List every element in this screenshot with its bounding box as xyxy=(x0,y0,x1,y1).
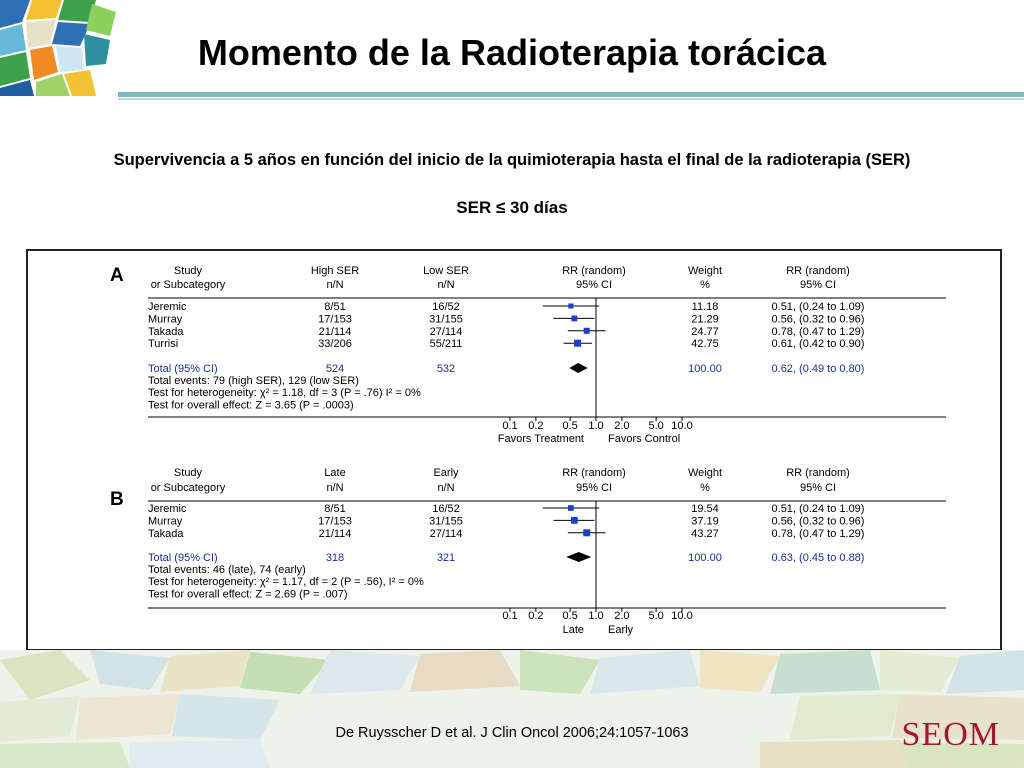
panel-b-letter: B xyxy=(110,489,124,510)
panel-b-tick-label-3: 1.0 xyxy=(588,610,604,622)
panel-b-favors-left: Late xyxy=(562,624,584,636)
panel-a-study-turrisi-ci-text: 0.61, (0.42 to 0.90) xyxy=(771,338,865,351)
panel-a-header-group1-sub: n/N xyxy=(326,279,344,291)
panel-b-study-takada-group2: 27/114 xyxy=(429,527,463,540)
panel-b-header-plot: RR (random) xyxy=(562,467,626,479)
panel-a-header-group2-sub: n/N xyxy=(437,279,455,291)
panel-b-note-1: Total events: 46 (late), 74 (early) xyxy=(148,564,306,576)
panel-a-header-group1: High SER xyxy=(310,265,360,277)
panel-a-study-murray-name: Murray xyxy=(148,313,183,326)
panel-b-study-murray-weight: 37.19 xyxy=(691,515,719,528)
panel-a-total-label: Total (95% CI) xyxy=(148,363,218,375)
panel-b-study-jeremic-ci-text: 0.51, (0.24 to 1.09) xyxy=(771,503,865,515)
panel-a-header-study: Study xyxy=(173,265,203,277)
panel-b-study-jeremic-weight: 19.54 xyxy=(691,503,719,515)
panel-a-study-turrisi-weight: 42.75 xyxy=(691,338,719,351)
panel-a-study-takada-group1: 21/114 xyxy=(318,325,352,338)
panel-b-tick-label-6: 10.0 xyxy=(671,610,693,622)
panel-a-study-jeremic-point xyxy=(568,303,573,308)
forest-plot-svg xyxy=(28,251,1000,649)
panel-b-header-rr-sub: 95% CI xyxy=(799,482,837,494)
panel-b-study-jeremic-point xyxy=(568,505,574,511)
panel-b-header-group2: Early xyxy=(433,467,459,479)
panel-a-header-group2: Low SER xyxy=(423,265,469,277)
panel-a-study-jeremic-name: Jeremic xyxy=(148,301,187,313)
panel-a-note-3: Test for overall effect: Z = 3.65 (P = .0003) xyxy=(148,399,354,412)
title-rule xyxy=(118,92,1024,97)
panel-a-total-diamond xyxy=(569,363,587,373)
panel-a-favors-left: Favors Treatment xyxy=(497,433,584,445)
panel-a-tick-label-1: 0.2 xyxy=(528,420,544,432)
panel-b-study-murray-name: Murray xyxy=(148,515,183,528)
panel-b-study-jeremic-group1: 8/51 xyxy=(324,503,346,515)
panel-b-header-study-sub: or Subcategory xyxy=(150,482,226,494)
panel-b-study-takada-ci-text: 0.78, (0.47 to 1.29) xyxy=(771,527,865,540)
panel-a-study-takada-weight: 24.77 xyxy=(691,325,719,338)
panel-a-header-weight-sub: % xyxy=(700,279,710,291)
panel-a-study-jeremic-weight: 11.18 xyxy=(691,301,719,313)
panel-a-study-jeremic-group2: 16/52 xyxy=(432,301,460,313)
panel-a-note-2: Test for heterogeneity: χ² = 1.18, df = 3 (P = .76) I² = 0% xyxy=(148,387,421,400)
panel-b-study-takada-point xyxy=(583,529,590,536)
panel-a-total-weight: 100.00 xyxy=(688,363,722,375)
panel-a-study-takada-point xyxy=(584,328,590,334)
panel-a-study-jeremic-group1: 8/51 xyxy=(324,301,346,313)
panel-a-header-plot: RR (random) xyxy=(562,265,626,277)
title-rule-secondary xyxy=(118,98,1024,100)
panel-a-tick-label-5: 5.0 xyxy=(648,420,664,432)
panel-b-study-murray-group1: 17/153 xyxy=(318,515,352,528)
panel-a-header-rr: RR (random) xyxy=(786,265,850,277)
panel-b-note-2: Test for heterogeneity: χ² = 1.17, df = 2 (P = .56), I² = 0% xyxy=(148,576,424,589)
mosaic-bottom-decoration xyxy=(0,650,1024,768)
panel-a-study-murray-group2: 31/155 xyxy=(429,313,463,326)
slide-subtitle: Supervivencia a 5 años en función del inicio de la quimioterapia hasta el final de la radioterapia (SER) xyxy=(113,151,911,169)
panel-b-study-jeremic-group2: 16/52 xyxy=(432,503,460,515)
panel-a-header-weight: Weight xyxy=(687,265,723,277)
panel-a-tick-label-0: 0.1 xyxy=(502,420,518,432)
panel-b-tick-label-1: 0.2 xyxy=(528,610,544,622)
panel-a-tick-label-4: 2.0 xyxy=(614,420,630,432)
panel-b-tick-label-4: 2.0 xyxy=(614,610,630,622)
panel-a-tick-label-3: 1.0 xyxy=(588,420,604,432)
panel-a-total-group2: 532 xyxy=(436,363,456,375)
panel-b-tick-label-5: 5.0 xyxy=(648,610,664,622)
panel-b-study-takada-weight: 43.27 xyxy=(691,527,719,540)
panel-a-tick-label-2: 0.5 xyxy=(562,420,578,432)
panel-b-total-diamond xyxy=(566,552,591,562)
panel-b-header-study: Study xyxy=(173,467,203,479)
panel-b-header-weight: Weight xyxy=(687,467,723,479)
panel-b-total-group2: 321 xyxy=(436,552,456,564)
panel-b-note-3: Test for overall effect: Z = 2.69 (P = .007) xyxy=(148,588,348,601)
panel-b-study-murray-group2: 31/155 xyxy=(429,515,463,528)
ser-threshold-label: SER ≤ 30 días xyxy=(456,198,568,217)
panel-a-study-turrisi-group1: 33/206 xyxy=(318,338,352,351)
panel-a-total-group1: 524 xyxy=(325,363,345,375)
panel-a-study-takada-ci-text: 0.78, (0.47 to 1.29) xyxy=(771,325,865,338)
panel-a-note-1: Total events: 79 (high SER), 129 (low SER) xyxy=(148,375,359,387)
panel-b-total-ci-text: 0.63, (0.45 to 0.88) xyxy=(771,552,865,564)
panel-b-study-takada-name: Takada xyxy=(148,527,184,540)
slide-title: Momento de la Radioterapia torácica xyxy=(197,32,827,73)
citation: De Ruysscher D et al. J Clin Oncol 2006;24:1057-1063 xyxy=(335,725,689,741)
panel-a-tick-label-6: 10.0 xyxy=(671,420,693,432)
panel-a-study-murray-point xyxy=(571,315,577,321)
panel-b-tick-label-2: 0.5 xyxy=(562,610,578,622)
panel-b-total-group1: 318 xyxy=(325,552,345,564)
panel-b-total-weight: 100.00 xyxy=(688,552,722,564)
panel-a-study-murray-group1: 17/153 xyxy=(318,313,352,326)
panel-b-header-plot-sub: 95% CI xyxy=(575,482,613,494)
panel-a-study-turrisi-name: Turrisi xyxy=(148,338,179,351)
panel-a-study-takada-name: Takada xyxy=(148,325,184,338)
panel-b-header-weight-sub: % xyxy=(700,482,710,494)
panel-b-total-label: Total (95% CI) xyxy=(148,552,218,564)
panel-a-total-ci-text: 0.62, (0.49 to 0.80) xyxy=(771,363,865,375)
panel-b-study-murray-point xyxy=(571,517,578,524)
panel-b-study-jeremic-name: Jeremic xyxy=(148,503,187,515)
panel-a-header-rr-sub: 95% CI xyxy=(799,279,837,291)
panel-b-study-murray-ci-text: 0.56, (0.32 to 0.96) xyxy=(771,515,865,528)
panel-a-header-study-sub: or Subcategory xyxy=(150,279,226,291)
panel-b-study-takada-group1: 21/114 xyxy=(318,527,352,540)
panel-b-tick-label-0: 0.1 xyxy=(502,610,518,622)
panel-a-study-turrisi-group2: 55/211 xyxy=(429,338,463,351)
panel-a-header-plot-sub: 95% CI xyxy=(575,279,613,291)
forest-plot-figure xyxy=(26,249,1002,651)
panel-a-study-takada-group2: 27/114 xyxy=(429,325,463,338)
panel-b-header-rr: RR (random) xyxy=(786,467,850,479)
panel-a-study-turrisi-point xyxy=(574,340,581,347)
seom-logo: SEOM xyxy=(901,716,1000,753)
panel-a-study-murray-weight: 21.29 xyxy=(691,313,719,326)
panel-b-header-group1-sub: n/N xyxy=(326,482,344,494)
panel-b-header-group2-sub: n/N xyxy=(437,482,455,494)
panel-b-header-group1: Late xyxy=(324,467,346,479)
panel-a-study-murray-ci-text: 0.56, (0.32 to 0.96) xyxy=(771,313,865,326)
panel-b-favors-right: Early xyxy=(608,624,634,636)
panel-a-study-jeremic-ci-text: 0.51, (0.24 to 1.09) xyxy=(771,301,865,313)
panel-a-letter: A xyxy=(110,265,124,286)
panel-a-favors-right: Favors Control xyxy=(608,433,681,445)
